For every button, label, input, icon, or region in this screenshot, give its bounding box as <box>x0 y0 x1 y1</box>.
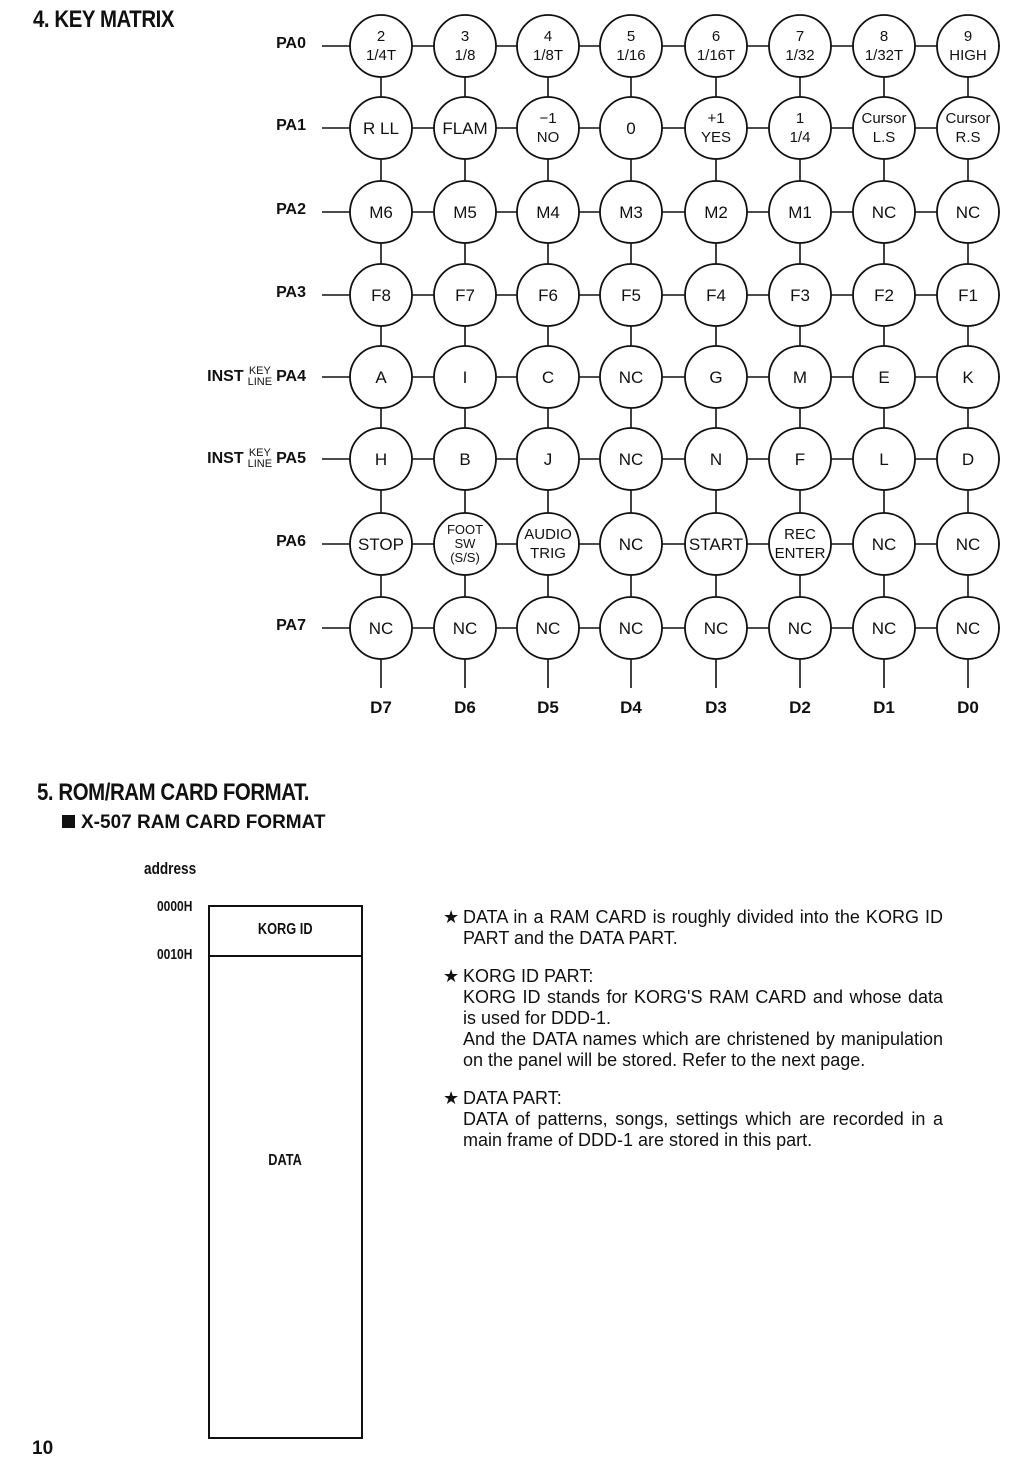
key-label-line: NO <box>536 129 560 146</box>
key-label <box>940 203 996 222</box>
key-label <box>772 109 828 147</box>
key-label-line: START <box>688 534 744 554</box>
row-port-label: PA1 <box>276 117 306 134</box>
key-label <box>688 535 744 554</box>
korg-id-label: KORG ID <box>258 921 313 938</box>
inst-label: INST <box>207 450 244 468</box>
key-label-line: 1/8 <box>454 47 476 64</box>
key-label-line: 1 <box>795 110 805 127</box>
key-label-line: NC <box>618 449 644 469</box>
column-label-d2: D2 <box>789 698 811 717</box>
key-label-line: F4 <box>706 285 726 305</box>
key-label <box>940 27 996 65</box>
page-number: 10 <box>32 1438 54 1459</box>
key-label <box>353 286 409 305</box>
key-label <box>688 286 744 305</box>
inst-label: INST <box>207 368 244 386</box>
key-label-line: F7 <box>455 285 475 305</box>
row-port-label: PA6 <box>276 533 306 550</box>
key-label-line: 6 <box>711 28 721 45</box>
key-label-line: 3 <box>460 28 470 45</box>
keyline-label <box>248 448 272 470</box>
key-label <box>437 368 493 387</box>
key-label <box>437 619 493 638</box>
row-port-label: PA7 <box>276 617 306 634</box>
data-label: DATA <box>268 1152 303 1169</box>
key-label-line: NC <box>955 202 981 222</box>
key-label <box>520 525 576 563</box>
key-label-line: L <box>879 449 889 469</box>
key-label <box>520 109 576 147</box>
key-label <box>603 535 659 554</box>
key-label-line: SW <box>454 536 476 551</box>
note-text: KORG ID stands for KORG'S RAM CARD and whose data is used for DDD-1. <box>463 987 943 1028</box>
note-text: DATA of patterns, songs, settings which are recorded in a main frame of DDD-1 are stored in this part. <box>463 1109 943 1150</box>
key-label-line: 1/32T <box>864 47 904 64</box>
key-label-line: 1/32 <box>785 47 815 64</box>
key-label-line: +1 <box>707 110 725 127</box>
address-start: 0000H <box>157 898 193 915</box>
key-label-line: Cursor <box>861 110 907 127</box>
key-label-line: NC <box>871 534 897 554</box>
row-port-label: PA2 <box>276 201 306 218</box>
row-label-pa0 <box>196 35 306 53</box>
card-notes <box>443 907 943 1168</box>
row-label-pa4 <box>140 366 306 388</box>
key-label-line: F2 <box>874 285 894 305</box>
key-label-line: B <box>459 449 471 469</box>
key-label-line: NC <box>787 618 813 638</box>
key-label <box>437 450 493 469</box>
card-format-subtitle <box>62 812 326 834</box>
key-label <box>520 368 576 387</box>
key-label-line: F1 <box>958 285 978 305</box>
key-label-line: 1/4T <box>365 47 396 64</box>
key-label-line: 1/8T <box>532 47 563 64</box>
key-label-line: STOP <box>358 534 404 554</box>
row-label-pa5 <box>140 448 306 470</box>
key-label-line: R.S <box>955 129 981 146</box>
keyline-text: LINE <box>247 458 273 470</box>
key-label <box>856 27 912 65</box>
row-port-label: PA5 <box>276 450 306 468</box>
key-label-line: NC <box>871 202 897 222</box>
key-label-line: HIGH <box>949 47 987 64</box>
key-label-line: NC <box>955 618 981 638</box>
key-label <box>856 535 912 554</box>
key-label <box>437 523 493 565</box>
key-label-line: 8 <box>879 28 889 45</box>
key-label-line: AUDIO <box>524 526 572 543</box>
key-label <box>688 27 744 65</box>
keyline-text: KEY <box>248 365 271 377</box>
key-label-line: REC <box>784 526 816 543</box>
key-label <box>437 119 493 138</box>
key-label <box>437 286 493 305</box>
key-label <box>603 27 659 65</box>
key-label <box>603 286 659 305</box>
key-label <box>520 27 576 65</box>
key-label-line: 7 <box>795 28 805 45</box>
note-item <box>443 966 943 1071</box>
key-label <box>603 119 659 138</box>
key-label <box>353 368 409 387</box>
row-label-pa7 <box>196 617 306 635</box>
key-label <box>688 368 744 387</box>
key-label <box>856 619 912 638</box>
key-label <box>353 450 409 469</box>
key-label <box>772 203 828 222</box>
key-label-line: FOOT <box>446 522 484 537</box>
column-label-d1: D1 <box>873 698 895 717</box>
key-label-line: NC <box>955 534 981 554</box>
key-label <box>940 619 996 638</box>
key-label <box>940 535 996 554</box>
section-title-key-matrix: 4. KEY MATRIX <box>33 6 175 33</box>
key-label <box>520 450 576 469</box>
key-label-line: M3 <box>619 202 643 222</box>
key-label-line: TRIG <box>530 545 566 562</box>
key-label-line: NC <box>452 618 478 638</box>
key-label-line: M5 <box>453 202 477 222</box>
key-label-line: 9 <box>963 28 973 45</box>
key-label <box>772 368 828 387</box>
note-heading: KORG ID PART: <box>463 966 594 986</box>
key-label-line: NC <box>871 618 897 638</box>
address-label: address <box>144 859 197 878</box>
star-icon: ★ <box>443 1088 460 1108</box>
key-label-line: L.S <box>872 129 896 146</box>
key-label-line: M6 <box>369 202 393 222</box>
key-label <box>603 450 659 469</box>
key-label-line: Cursor <box>945 110 991 127</box>
key-label <box>940 450 996 469</box>
key-label-line: 5 <box>626 28 636 45</box>
note-text: And the DATA names which are christened by manipulation on the panel will be stored. Refer to the next page. <box>463 1029 943 1070</box>
key-label-line: H <box>374 449 388 469</box>
address-data: 0010H <box>157 946 193 963</box>
key-label <box>772 450 828 469</box>
key-label-line: F5 <box>621 285 641 305</box>
row-port-label: PA0 <box>276 35 306 52</box>
key-label-line: A <box>375 367 387 387</box>
key-label-line: D <box>961 449 975 469</box>
key-label-line: 4 <box>543 28 553 45</box>
key-label <box>772 27 828 65</box>
key-label-line: N <box>709 449 723 469</box>
key-label <box>603 368 659 387</box>
key-label <box>856 368 912 387</box>
key-label-line: 0 <box>626 118 636 138</box>
keyline-text: LINE <box>247 376 273 388</box>
note-item <box>443 1088 943 1151</box>
note-item <box>443 907 943 949</box>
row-port-label: PA4 <box>276 368 306 386</box>
key-label <box>688 450 744 469</box>
column-label-d3: D3 <box>705 698 727 717</box>
section-title-card-format: 5. ROM/RAM CARD FORMAT. <box>37 779 310 806</box>
key-label-line: NC <box>618 618 644 638</box>
key-label-line: 1/16T <box>696 47 736 64</box>
column-label-d7: D7 <box>370 698 392 717</box>
key-label-line: F8 <box>371 285 391 305</box>
key-label-line: NC <box>618 367 644 387</box>
row-label-pa3 <box>196 284 306 302</box>
note-heading: DATA PART: <box>463 1088 562 1108</box>
column-label-d0: D0 <box>957 698 979 717</box>
key-label-line: ENTER <box>774 545 826 562</box>
key-label <box>772 619 828 638</box>
key-label-line: M2 <box>704 202 728 222</box>
keyline-text: KEY <box>248 447 271 459</box>
key-label <box>520 619 576 638</box>
key-label-line: I <box>462 367 468 387</box>
key-label <box>856 109 912 147</box>
key-label-line: NC <box>703 618 729 638</box>
key-label <box>603 203 659 222</box>
key-label <box>688 109 744 147</box>
key-label <box>437 203 493 222</box>
column-label-d4: D4 <box>620 698 642 717</box>
key-label <box>940 368 996 387</box>
row-port-label: PA3 <box>276 284 306 301</box>
key-label <box>603 619 659 638</box>
key-label-line: NC <box>368 618 394 638</box>
row-label-pa1 <box>196 117 306 135</box>
key-label-line: NC <box>618 534 644 554</box>
key-label <box>856 286 912 305</box>
row-label-pa2 <box>196 201 306 219</box>
card-format-subtitle-text: X-507 RAM CARD FORMAT <box>81 812 326 833</box>
key-label <box>688 203 744 222</box>
key-label-line: G <box>709 367 723 387</box>
key-label-line: 1/4 <box>789 129 811 146</box>
square-bullet-icon <box>62 815 75 828</box>
key-label <box>353 535 409 554</box>
key-label-line: (S/S) <box>450 550 480 565</box>
key-label <box>353 119 409 138</box>
key-label-line: F <box>794 449 806 469</box>
key-label <box>856 203 912 222</box>
key-label-line: NC <box>535 618 561 638</box>
column-label-d6: D6 <box>454 698 476 717</box>
keyline-label <box>248 366 272 388</box>
korg-id-block <box>210 921 361 939</box>
key-label <box>437 27 493 65</box>
key-label <box>353 27 409 65</box>
data-block <box>210 1152 361 1170</box>
star-icon: ★ <box>443 907 460 927</box>
key-label-line: −1 <box>539 110 557 127</box>
key-label-line: E <box>878 367 890 387</box>
key-label-line: F6 <box>538 285 558 305</box>
key-label-line: M <box>792 367 808 387</box>
column-label-d5: D5 <box>537 698 559 717</box>
key-label-line: M1 <box>788 202 812 222</box>
key-label-line: M4 <box>536 202 560 222</box>
key-label <box>940 286 996 305</box>
key-label-line: C <box>541 367 555 387</box>
key-label <box>856 450 912 469</box>
key-label-line: 1/16 <box>616 47 646 64</box>
key-label-line: R LL <box>363 118 399 138</box>
row-label-pa6 <box>196 533 306 551</box>
key-label-line: FLAM <box>442 118 488 138</box>
key-label <box>940 109 996 147</box>
key-label <box>520 203 576 222</box>
ram-card-map <box>208 905 363 1439</box>
key-label-line: F3 <box>790 285 810 305</box>
key-label-line: 2 <box>376 28 386 45</box>
key-label <box>353 619 409 638</box>
key-label <box>520 286 576 305</box>
note-text: DATA in a RAM CARD is roughly divided into the KORG ID PART and the DATA PART. <box>463 907 943 948</box>
key-label <box>772 286 828 305</box>
key-label-line: J <box>543 449 553 469</box>
key-label-line: YES <box>700 129 731 146</box>
card-divider <box>210 955 361 957</box>
key-label <box>353 203 409 222</box>
star-icon: ★ <box>443 966 460 986</box>
key-label-line: K <box>962 367 974 387</box>
key-label <box>688 619 744 638</box>
key-label <box>772 525 828 563</box>
